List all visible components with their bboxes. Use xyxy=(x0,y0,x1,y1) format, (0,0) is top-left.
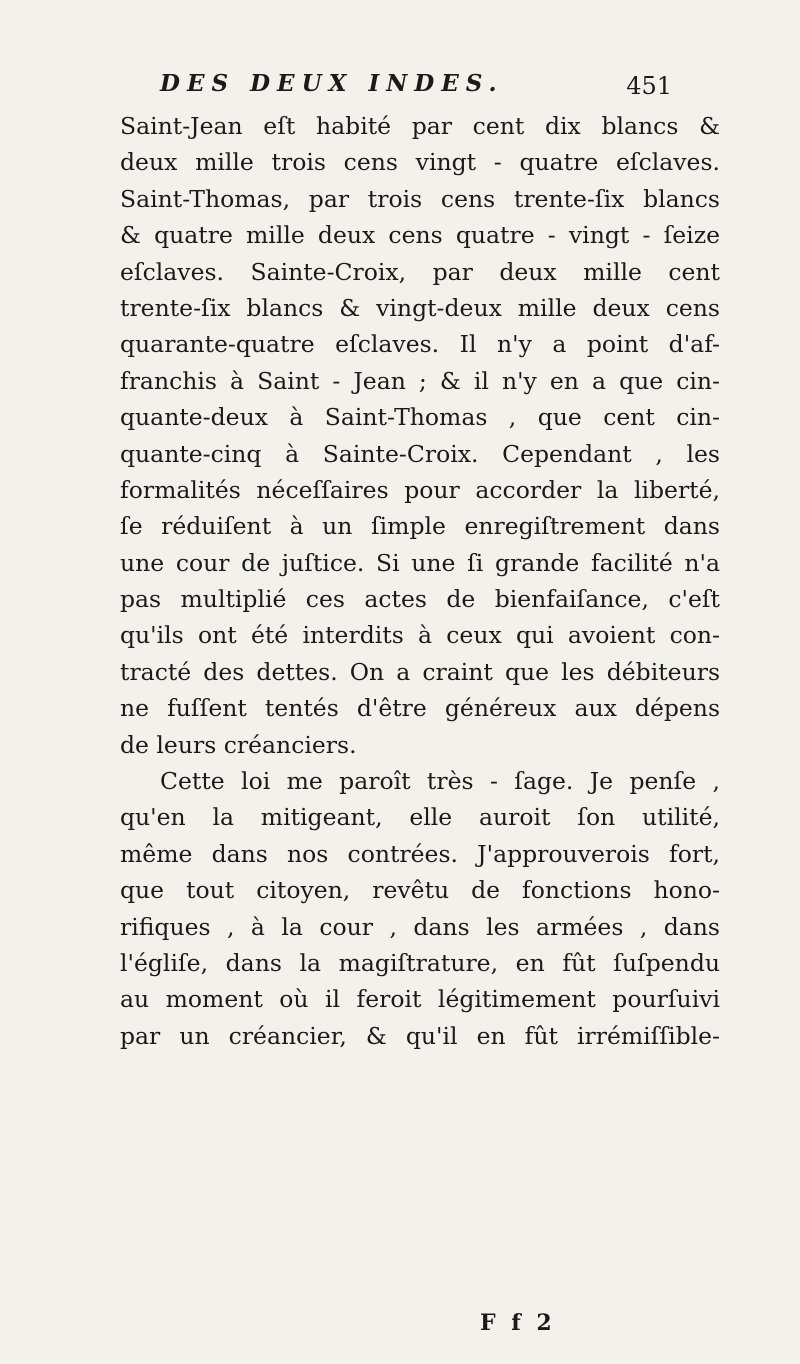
text-line: Saint-Thomas, par trois cens trente-ſix blancs xyxy=(120,184,720,213)
text-line: deux mille trois cens vingt - quatre eſclaves. xyxy=(120,148,720,177)
text-line: même dans nos contrées. J'approuverois fort, xyxy=(120,839,720,868)
text-line: quarante-quatre eſclaves. Il n'y a point d'af- xyxy=(120,330,720,359)
text-line: rifiques , à la cour , dans les armées , dans xyxy=(120,912,720,941)
text-line: l'égliſe, dans la magiſtrature, en fût ſuſpendu xyxy=(120,948,720,977)
text-line: formalités néceſſaires pour accorder la liberté, xyxy=(120,475,720,504)
body-text xyxy=(120,108,720,1054)
text-line: qu'ils ont été interdits à ceux qui avoient con- xyxy=(120,621,720,650)
text-line: trente-ſix blancs & vingt-deux mille deux cens xyxy=(120,293,720,322)
text-line: & quatre mille deux cens quatre - vingt - ſeize xyxy=(120,221,720,250)
text-line: tracté des dettes. On a craint que les débiteurs xyxy=(120,657,720,686)
text-line: de leurs créanciers. xyxy=(120,730,357,759)
text-line: eſclaves. Sainte-Croix, par deux mille cent xyxy=(120,257,720,286)
text-line: pas multiplié ces actes de bienfaiſance, c'eſt xyxy=(120,585,720,614)
text-line: qu'en la mitigeant, elle auroit ſon utilité, xyxy=(120,803,720,832)
text-line: franchis à Saint - Jean ; & il n'y en a que cin- xyxy=(120,366,720,395)
text-line: Saint-Jean eſt habité par cent dix blancs & xyxy=(120,112,720,140)
running-title: DES DEUX INDES. xyxy=(160,70,504,97)
text-line: quante-deux à Saint-Thomas , que cent cin- xyxy=(120,403,720,432)
text-line: que tout citoyen, revêtu de fonctions hono- xyxy=(120,876,720,905)
text-line: ſe réduiſent à un ſimple enregiſtrement dans xyxy=(120,512,720,541)
text-line: au moment où il feroit légitimement pourſuivi xyxy=(120,985,720,1014)
signature-mark: F f 2 xyxy=(480,1310,556,1336)
text-line: ne fuſſent tentés d'être généreux aux dépens xyxy=(120,694,720,723)
text-line: quante-cinq à Sainte-Croix. Cependant , les xyxy=(120,439,720,468)
text-line: Cette loi me paroît très - ſage. Je penſe , xyxy=(160,767,720,796)
text-line: par un créancier, & qu'il en fût irrémiſſible- xyxy=(120,1021,720,1050)
running-head xyxy=(150,62,700,102)
text-line: une cour de juſtice. Si une ſi grande facilité n'a xyxy=(120,548,720,577)
page-number: 451 xyxy=(626,72,672,100)
